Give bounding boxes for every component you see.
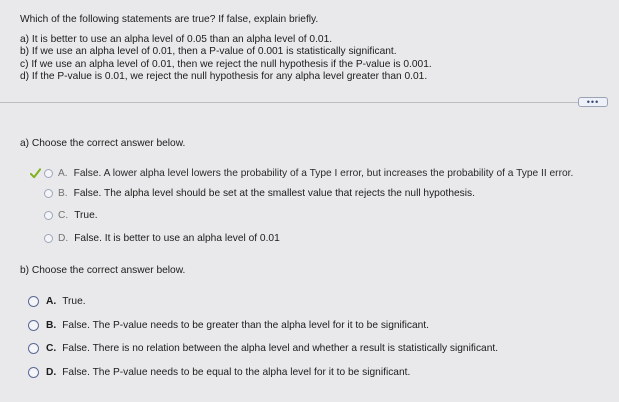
more-button[interactable]: •••	[578, 97, 608, 107]
radio-button[interactable]	[28, 320, 39, 331]
part-a-option-d[interactable]	[44, 233, 280, 244]
option-letter: C.	[58, 210, 69, 221]
option-letter: D.	[46, 367, 57, 378]
statement-a: a) It is better to use an alpha level of 0.05 than an alpha level of 0.01.	[20, 33, 333, 45]
question-text	[20, 14, 610, 84]
option-text: False. The P-value needs to be greater than the alpha level for it to be significant.	[62, 320, 429, 331]
option-text: True.	[74, 210, 98, 221]
part-a-option-c[interactable]	[44, 210, 98, 221]
statement-d: d) If the P-value is 0.01, we reject the null hypothesis for any alpha level greater than 0.01.	[20, 71, 428, 82]
statement-b: b) If we use an alpha level of 0.01, then a P-value of 0.001 is statistically significant.	[20, 46, 397, 57]
option-text: False. There is no relation between the alpha level and whether a result is statistically significant.	[62, 343, 499, 354]
part-b-option-c[interactable]	[28, 343, 498, 354]
option-letter: B.	[58, 188, 68, 199]
part-b-option-a[interactable]	[28, 296, 86, 307]
section-divider	[0, 102, 578, 103]
radio-button[interactable]	[44, 189, 53, 198]
part-a-option-b[interactable]	[44, 188, 475, 199]
option-text: False. It is better to use an alpha level of 0.01	[74, 233, 280, 244]
part-b-option-b[interactable]	[28, 320, 429, 331]
part-b-option-d[interactable]	[28, 367, 410, 378]
radio-button[interactable]	[44, 234, 53, 243]
option-letter: A.	[58, 168, 68, 179]
option-letter: C.	[46, 343, 57, 354]
checkmark-icon	[30, 168, 41, 179]
radio-button[interactable]	[44, 211, 53, 220]
part-a-option-a[interactable]	[30, 168, 573, 179]
option-letter: D.	[58, 233, 69, 244]
option-letter: A.	[46, 296, 57, 307]
option-text: False. A lower alpha level lowers the probability of a Type I error, but increases the probability of a Type II error.	[73, 168, 574, 179]
statement-c: c) If we use an alpha level of 0.01, then we reject the null hypothesis if the P-value is 0.001.	[20, 58, 432, 70]
radio-button[interactable]	[28, 367, 39, 378]
option-text: True.	[62, 296, 86, 307]
option-letter: B.	[46, 320, 57, 331]
radio-button[interactable]	[28, 296, 39, 307]
option-text: False. The alpha level should be set at the smallest value that rejects the null hypothesis.	[73, 188, 475, 199]
part-a-title: a) Choose the correct answer below.	[20, 138, 186, 149]
radio-button[interactable]	[44, 169, 53, 178]
part-b-title: b) Choose the correct answer below.	[20, 265, 186, 276]
option-text: False. The P-value needs to be equal to the alpha level for it to be significant.	[62, 367, 411, 378]
question-prompt: Which of the following statements are true? If false, explain briefly.	[20, 14, 319, 25]
radio-button[interactable]	[28, 343, 39, 354]
